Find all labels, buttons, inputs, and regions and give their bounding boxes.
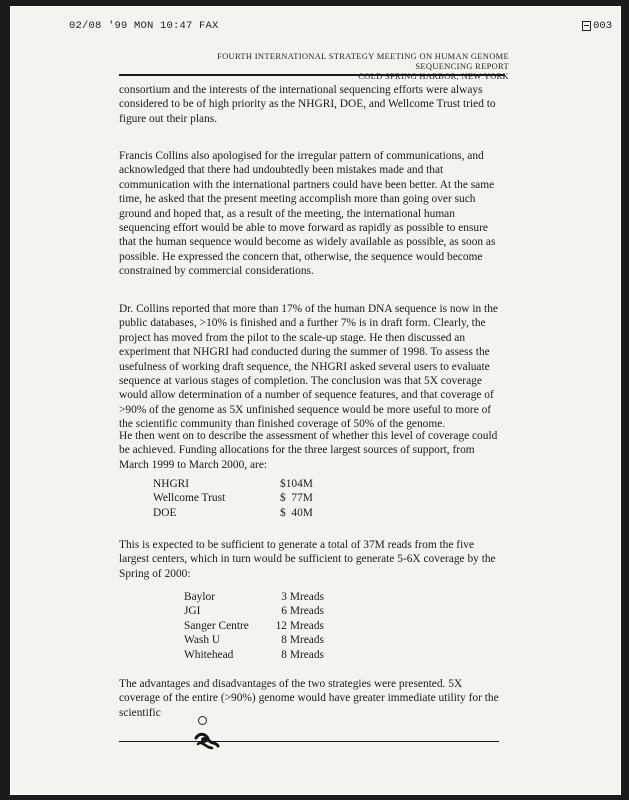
fax-timestamp: 02/08 '99 MON 10:47 FAX [69,20,219,32]
center-reads: 8 Mreads [281,648,324,661]
paragraph-6: The advantages and disadvantages of the two strategies were presented. 5X coverage of the entire (>90%) genome would have greater immediate utility for the scientific [119,678,499,719]
footer-rule [119,741,499,742]
funding-source: NHGRI [153,478,190,490]
center-reads: 6 Mreads [281,605,324,618]
paragraph-3: Dr. Collins reported that more than 17% of the human DNA sequence is now in the public databases, >10% is finished and a further 7% is in draft form. Clearly, the project has moved from the pilot to the scale-up stage. He then discussed an experiment that NHGRI had conducted during the summer of 1998. To assess the usefulness of working draft sequence, the NHGRI asked several users to evaluate sequence at various stages of completion. The conclusion was that 5X coverage would allow determination of a number of sequence features, and that coverage of >90% of the genome as 5X unfinished sequence would be more useful to more of the scientific community than finished coverage of 50% of the genome. [119,303,498,431]
table-row [184,604,324,618]
center-reads: 3 Mreads [281,591,324,603]
report-header [161,51,509,81]
funding-table [153,477,313,520]
paragraph-4: He then went on to describe the assessment of whether this level of coverage could be achieved. Funding allocations for the three largest sources of support, from March 1999 to March 2000, are: [119,430,498,471]
center-name: JGI [184,605,201,618]
table-row [184,619,324,633]
fax-page-value: 003 [593,20,612,32]
center-name: Wash U [184,634,221,647]
report-header-location: COLD SPRING HARBOR, NEW YORK [358,71,509,81]
funding-amount: $ 40M [280,506,313,519]
table-row [184,590,324,604]
table-row [153,491,313,505]
center-reads: 8 Mreads [281,634,324,647]
table-row [184,633,324,647]
funding-amount: $ 77M [280,492,313,505]
paragraph-1: consortium and the interests of the international sequencing efforts were always considered to be of high priority as the NHGRI, DOE, and Wellcome Trust tried to figure out their plans. [119,84,496,125]
table-row [153,506,313,520]
center-name: Whitehead [184,648,234,661]
center-name: Sanger Centre [184,619,249,632]
reads-table [184,590,324,662]
center-reads: 12 Mreads [275,619,324,632]
table-row [184,648,324,662]
document-page [10,6,621,795]
header-rule [119,74,505,76]
table-row [153,477,313,491]
paragraph-2: Francis Collins also apologised for the irregular pattern of communications, and acknowledged that there had undoubtedly been mistakes made and that communication with the international partners could have been better. At the same time, he asked that the present meeting accomplish more than going over such ground and hoped that, as a result of the meeting, the international human sequencing effort would be able to move forward as rapidly as possible to ensure that the human sequence would become as widely available as possible, as soon as possible. He expressed the concern that, otherwise, the sequence would become constrained by commercial considerations. [119,150,496,278]
paragraph-5: This is expected to be sufficient to generate a total of 37M reads from the five largest centers, which in turn would be sufficient to generate 5-6X coverage by the Spring of 2000: [119,539,496,580]
funding-amount: $104M [280,478,313,490]
funding-source: DOE [153,506,177,519]
funding-source: Wellcome Trust [153,492,226,505]
fax-page-number [582,20,612,32]
report-header-title: FOURTH INTERNATIONAL STRATEGY MEETING ON HUMAN GENOME SEQUENCING REPORT [217,51,509,71]
fax-page-icon [582,21,591,31]
circle-mark [198,716,207,725]
center-name: Baylor [184,591,216,603]
